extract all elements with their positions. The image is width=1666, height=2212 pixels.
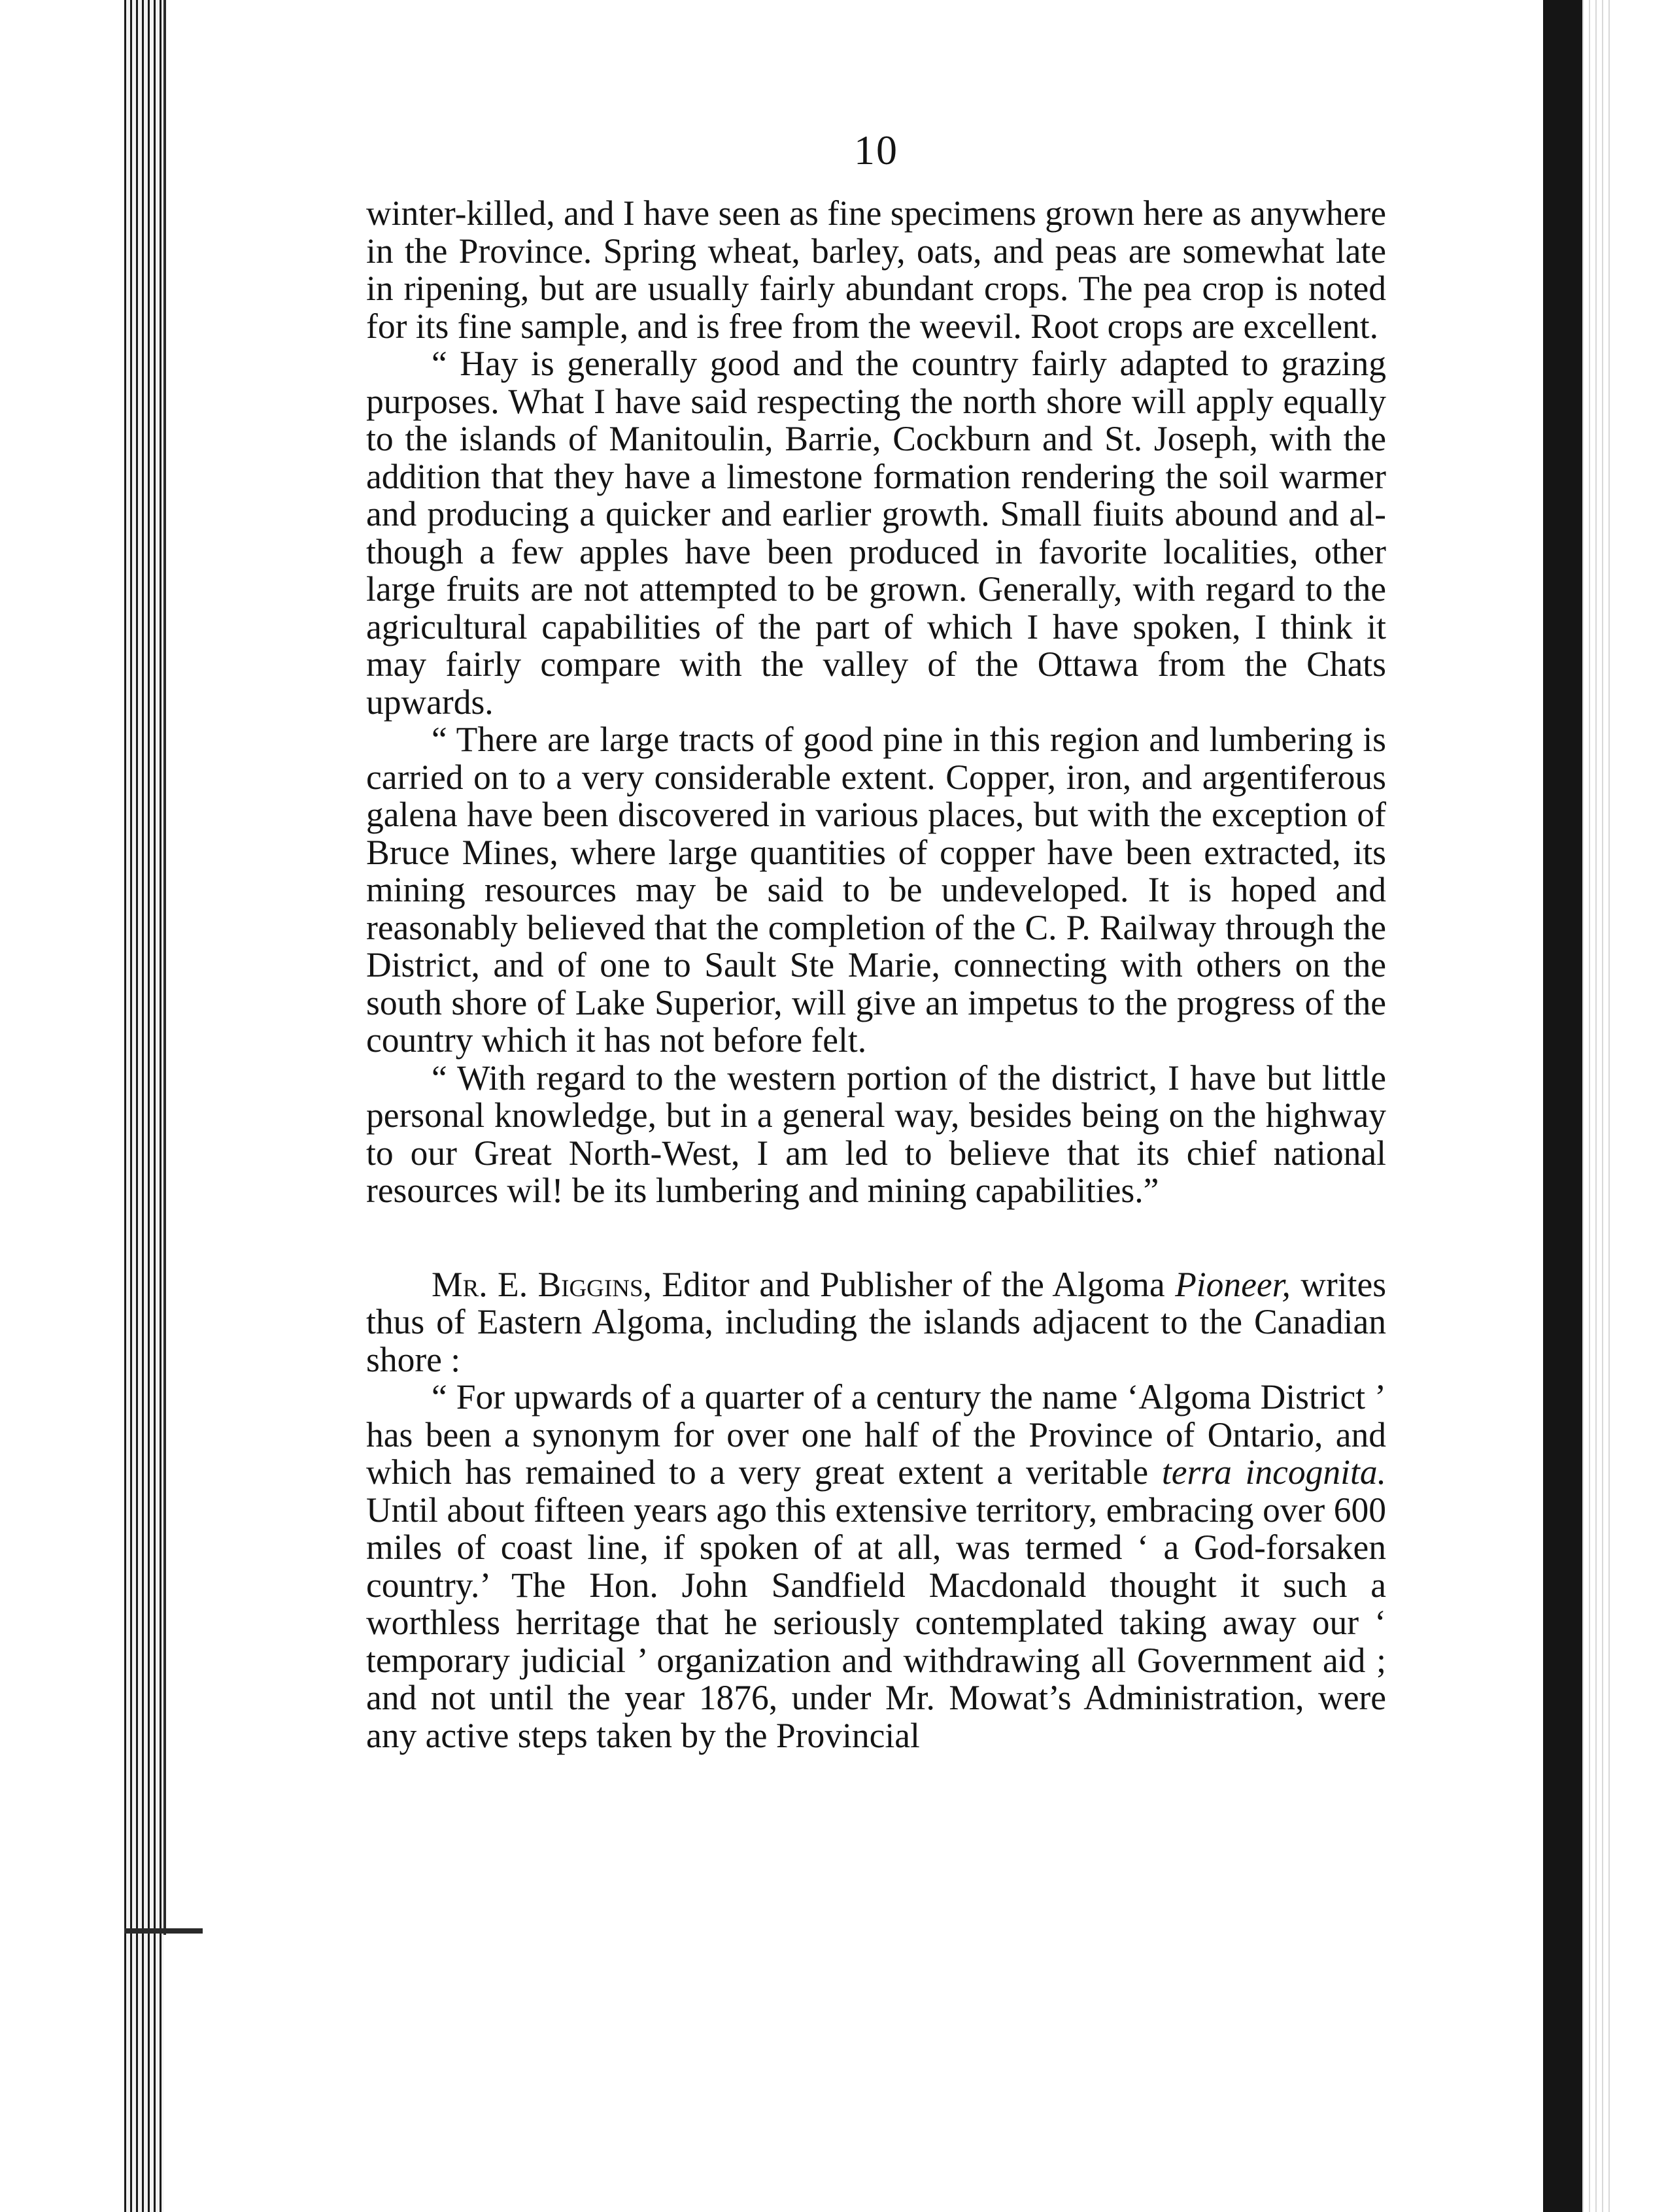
page-stack-edge bbox=[1582, 0, 1615, 2212]
quoted-paragraph bbox=[366, 1379, 1386, 1754]
facing-page-shadow bbox=[1543, 0, 1582, 2212]
quote-text-2: Until about fifteen years ago this extensive territory, embracing over 600 miles of coast line, if spoken of at all, was termed ‘ a God-forsaken country.’ The Hon. John Sandfield Macdonald thought it such a worthless herritage that he seriously contemplated taking away our ‘ temporary judicial ’ organization and withdrawing all Government aid ; and not until the year 1876, under Mr. Mowat’s Administration, were any active steps taken by the Provincial bbox=[366, 1490, 1386, 1755]
book-binding-edge bbox=[124, 0, 163, 2212]
paragraph-1: winter-killed, and I have seen as fine specimens grown here as anywhere in the Province. Spring wheat, barley, oats, and peas are somewhat late in ripening, but are usually fairly abundant crops. The pea crop is noted for its fine sample, and is free from the weevil. Root crops are excellent. bbox=[366, 193, 1386, 346]
paragraph-2: “ Hay is generally good and the country fairly adapted to grazing purposes. What I have said respecting the north shore will apply equally to the islands of Manitoulin, Barrie, Cockburn and St. Joseph, with the addition that they have a limestone formation rendering the soil warmer and producing a quicker and earlier growth. Small fiuits abound and although a few apples have been produced in favorite localities, other large fruits are not attempted to be grown. Generally, with regard to the agricultural capabilities of the part of which I have spoken, I think it may fairly compare with the valley of the Ottawa from the Chats upwards. bbox=[366, 344, 1386, 722]
newspaper-title: Pioneer, bbox=[1175, 1264, 1291, 1304]
page-bottom-edge bbox=[124, 1928, 203, 1934]
paragraph-3: “ There are large tracts of good pine in this region and lumbering is carried on to a very considerable extent. Copper, iron, and argentiferous galena have been discovered in various places, but with the exception of Bruce Mines, where large quantities of copper have been extracted, its mining resources may be said to be undeveloped. It is hoped and reasonably believed that the completion of the C. P. Railway through the District, and of one to Sault Ste Marie, connecting with others on the south shore of Lake Superior, will give an impetus to the progress of the country which it has not before felt. bbox=[366, 720, 1386, 1060]
author-name: Mr. E. Biggins, bbox=[432, 1264, 652, 1304]
latin-phrase: terra incognita. bbox=[1161, 1452, 1386, 1492]
biggins-intro-paragraph bbox=[366, 1266, 1386, 1379]
paragraph-4: “ With regard to the western portion of the district, I have but little personal knowledge, but in a general way, besides being on the highway to our Great North-West, I am led to believe that its chief national resources wil! be its lumbering and mining capabilities.” bbox=[366, 1058, 1386, 1210]
section-gap bbox=[366, 1210, 1386, 1266]
page-content bbox=[366, 124, 1386, 1754]
biggins-text-2: writes thus of Eastern Algoma, including the islands adjacent to the Canadian shore : bbox=[366, 1264, 1387, 1379]
quote-text-1: “ For upwards of a quarter of a century the name ‘Algoma District ’ has been a synonym for over one half of the Province of Ontario, and which has remained to a very great extent a veritable bbox=[366, 1377, 1386, 1492]
binding-line bbox=[163, 0, 166, 1935]
page-number: 10 bbox=[854, 127, 898, 173]
biggins-text-1: Editor and Publisher of the Algoma bbox=[651, 1264, 1176, 1304]
